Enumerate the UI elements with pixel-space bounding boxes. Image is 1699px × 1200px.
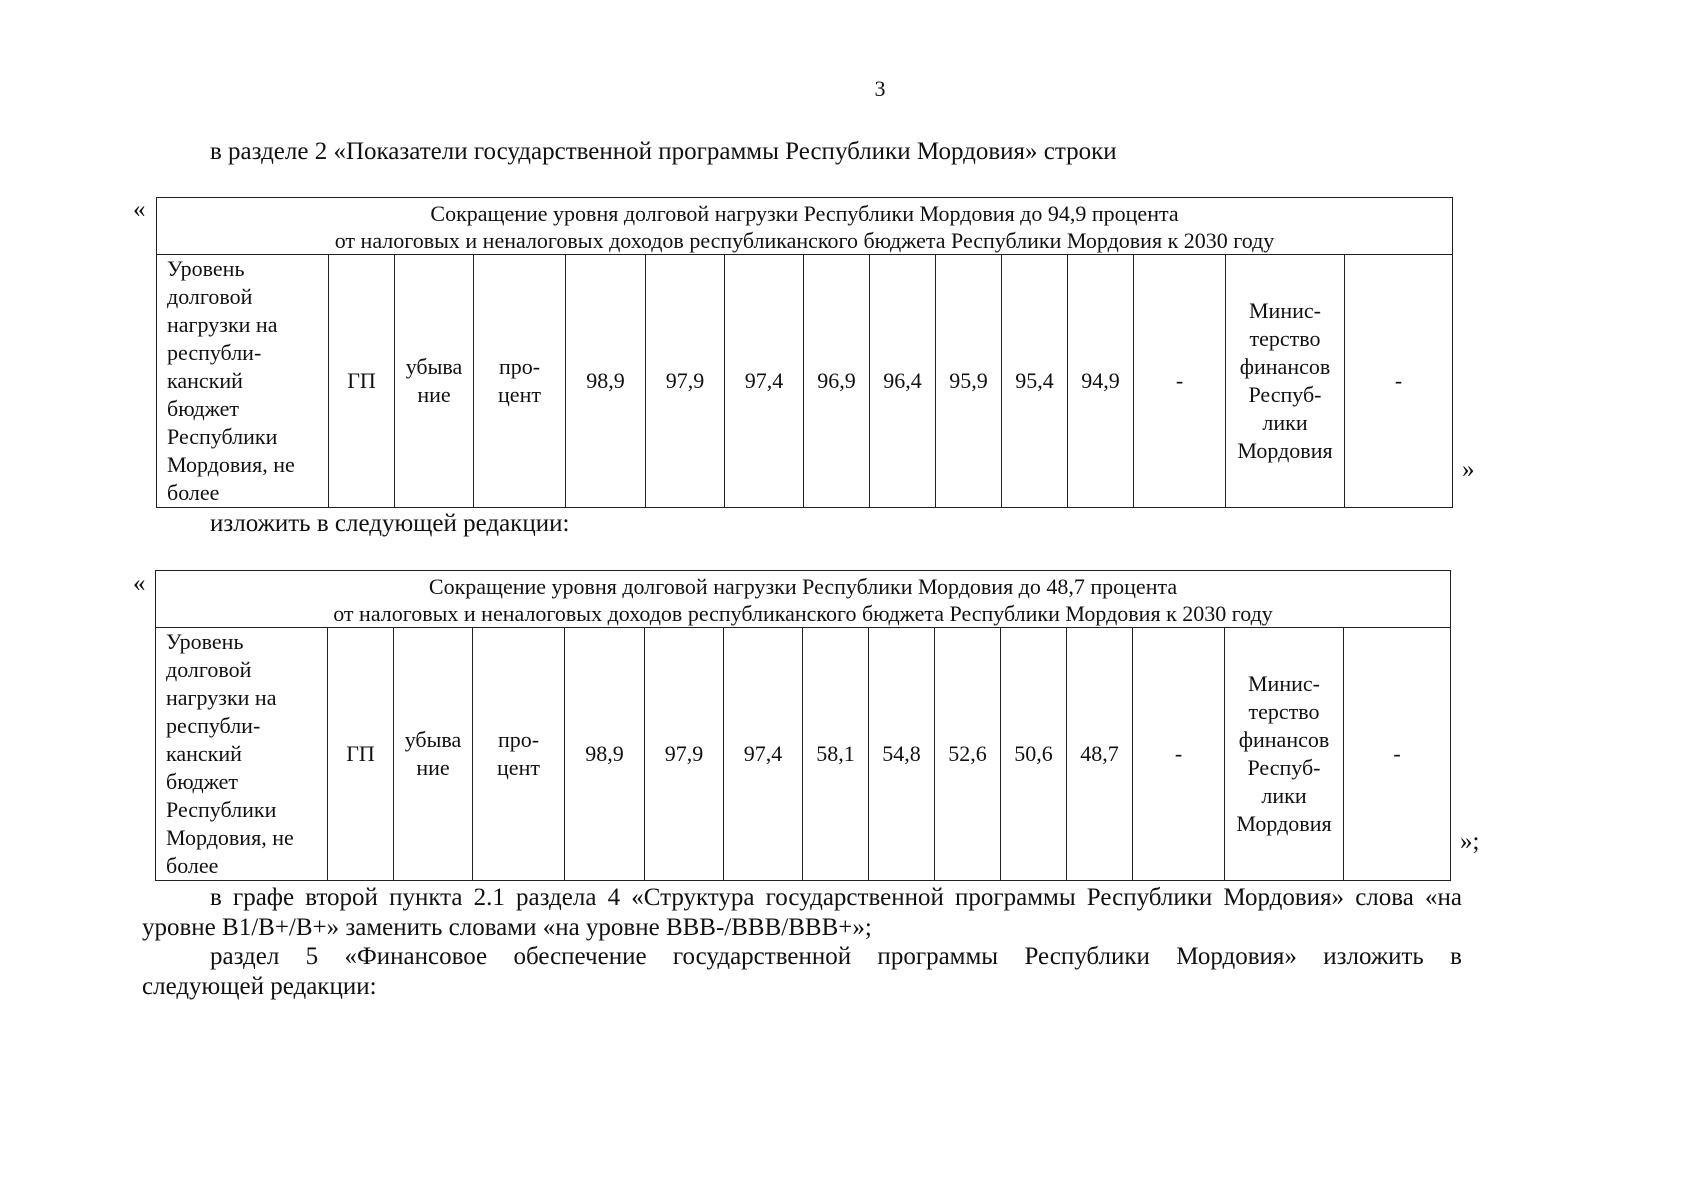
old-dash-cell: - (1134, 255, 1226, 508)
new-dash-cell-2: - (1344, 628, 1451, 881)
name-line: бюджет (166, 769, 238, 794)
name-line: нагрузки на (166, 685, 277, 710)
old-title-line-2: от налоговых и неналоговых доходов республиканского бюджета Республики Мордовия к 2030 году (334, 228, 1275, 253)
old-value-cell: 96,9 (804, 255, 870, 508)
responsible-line: Мордовия (1236, 811, 1332, 836)
responsible-line: терство (1249, 326, 1321, 351)
old-responsible-cell (1226, 255, 1345, 508)
new-dash-cell: - (1133, 628, 1225, 881)
name-line: республи- (167, 340, 262, 365)
new-value-cell: 50,6 (1001, 628, 1067, 881)
new-value-cell: 52,6 (935, 628, 1001, 881)
intro-line: в разделе 2 «Показатели государственной программы Республики Мордовия» строки (210, 138, 1117, 165)
middle-line: изложить в следующей редакции: (210, 510, 570, 537)
old-value-cell: 98,9 (566, 255, 646, 508)
old-dash-cell-2: - (1345, 255, 1453, 508)
new-unit-cell (473, 628, 565, 881)
para1-line2: уровне В1/В+/В+» заменить словами «на уровне ВВВ-/ВВВ/ВВВ+»; (142, 914, 872, 941)
trend-line: ние (416, 755, 450, 780)
responsible-line: лики (1262, 410, 1308, 435)
old-indicator-name (157, 255, 329, 508)
name-line: более (167, 480, 220, 505)
name-line: канский (167, 368, 243, 393)
trend-line: убыва (404, 727, 462, 752)
new-title-line-1: Сокращение уровня долговой нагрузки Республики Мордовия до 48,7 процента (428, 574, 1178, 599)
para1-line1: в графе второй пункта 2.1 раздела 4 «Структура государственной программы Республики Мордовия» слова «на (210, 884, 1462, 911)
new-table-section-title (156, 571, 1451, 628)
new-table-close-quote: »; (1460, 828, 1480, 855)
old-value-cell: 97,4 (725, 255, 804, 508)
trend-line: ние (417, 382, 451, 407)
unit-line: про- (497, 727, 540, 752)
name-line: Мордовия, не (166, 825, 294, 850)
name-line: более (166, 853, 219, 878)
name-line: Уровень (166, 629, 244, 654)
old-table-open-quote: « (133, 196, 146, 223)
para2-line2: следующей редакции: (142, 973, 377, 1000)
new-value-cell: 97,9 (645, 628, 724, 881)
old-table-close-quote: » (1462, 456, 1475, 483)
name-line: долговой (167, 284, 253, 309)
new-indicator-table (155, 570, 1451, 881)
old-value-cell: 96,4 (870, 255, 936, 508)
name-line: нагрузки на (167, 312, 278, 337)
new-value-cell: 48,7 (1067, 628, 1133, 881)
old-unit-cell (474, 255, 566, 508)
responsible-line: Мордовия (1237, 438, 1333, 463)
new-value-cell: 98,9 (565, 628, 645, 881)
old-trend-cell (395, 255, 474, 508)
old-type-cell: ГП (329, 255, 395, 508)
old-value-cell: 95,9 (936, 255, 1002, 508)
name-line: республи- (166, 713, 261, 738)
responsible-line: лики (1261, 783, 1307, 808)
old-value-cell: 94,9 (1068, 255, 1134, 508)
new-table-open-quote: « (133, 570, 146, 597)
responsible-line: Респуб- (1247, 755, 1321, 780)
new-value-cell: 58,1 (803, 628, 869, 881)
new-value-cell: 97,4 (724, 628, 803, 881)
new-responsible-cell (1225, 628, 1344, 881)
new-indicator-name (156, 628, 328, 881)
responsible-line: финансов (1239, 354, 1331, 379)
new-title-line-2: от налоговых и неналоговых доходов республиканского бюджета Республики Мордовия к 2030 году (333, 601, 1273, 626)
responsible-line: Минис- (1248, 671, 1320, 696)
unit-line: цент (498, 382, 541, 407)
name-line: Мордовия, не (167, 452, 295, 477)
name-line: Республики (166, 797, 277, 822)
new-type-cell: ГП (328, 628, 394, 881)
old-table-section-title (157, 198, 1453, 255)
old-indicator-table (156, 197, 1453, 508)
responsible-line: финансов (1238, 727, 1330, 752)
name-line: Республики (167, 424, 278, 449)
trend-line: убыва (405, 354, 463, 379)
responsible-line: Респуб- (1248, 382, 1322, 407)
unit-line: про- (498, 354, 541, 379)
old-value-cell: 95,4 (1002, 255, 1068, 508)
old-value-cell: 97,9 (646, 255, 725, 508)
name-line: Уровень (167, 256, 245, 281)
page-number: 3 (874, 76, 886, 101)
name-line: долговой (166, 657, 252, 682)
new-value-cell: 54,8 (869, 628, 935, 881)
name-line: канский (166, 741, 242, 766)
para2-line1: раздел 5 «Финансовое обеспечение государственной программы Республики Мордовия» изложить в (210, 943, 1462, 970)
unit-line: цент (497, 755, 540, 780)
new-trend-cell (394, 628, 473, 881)
responsible-line: Минис- (1249, 298, 1321, 323)
responsible-line: терство (1248, 699, 1320, 724)
name-line: бюджет (167, 396, 239, 421)
old-title-line-1: Сокращение уровня долговой нагрузки Республики Мордовия до 94,9 процента (430, 201, 1179, 226)
